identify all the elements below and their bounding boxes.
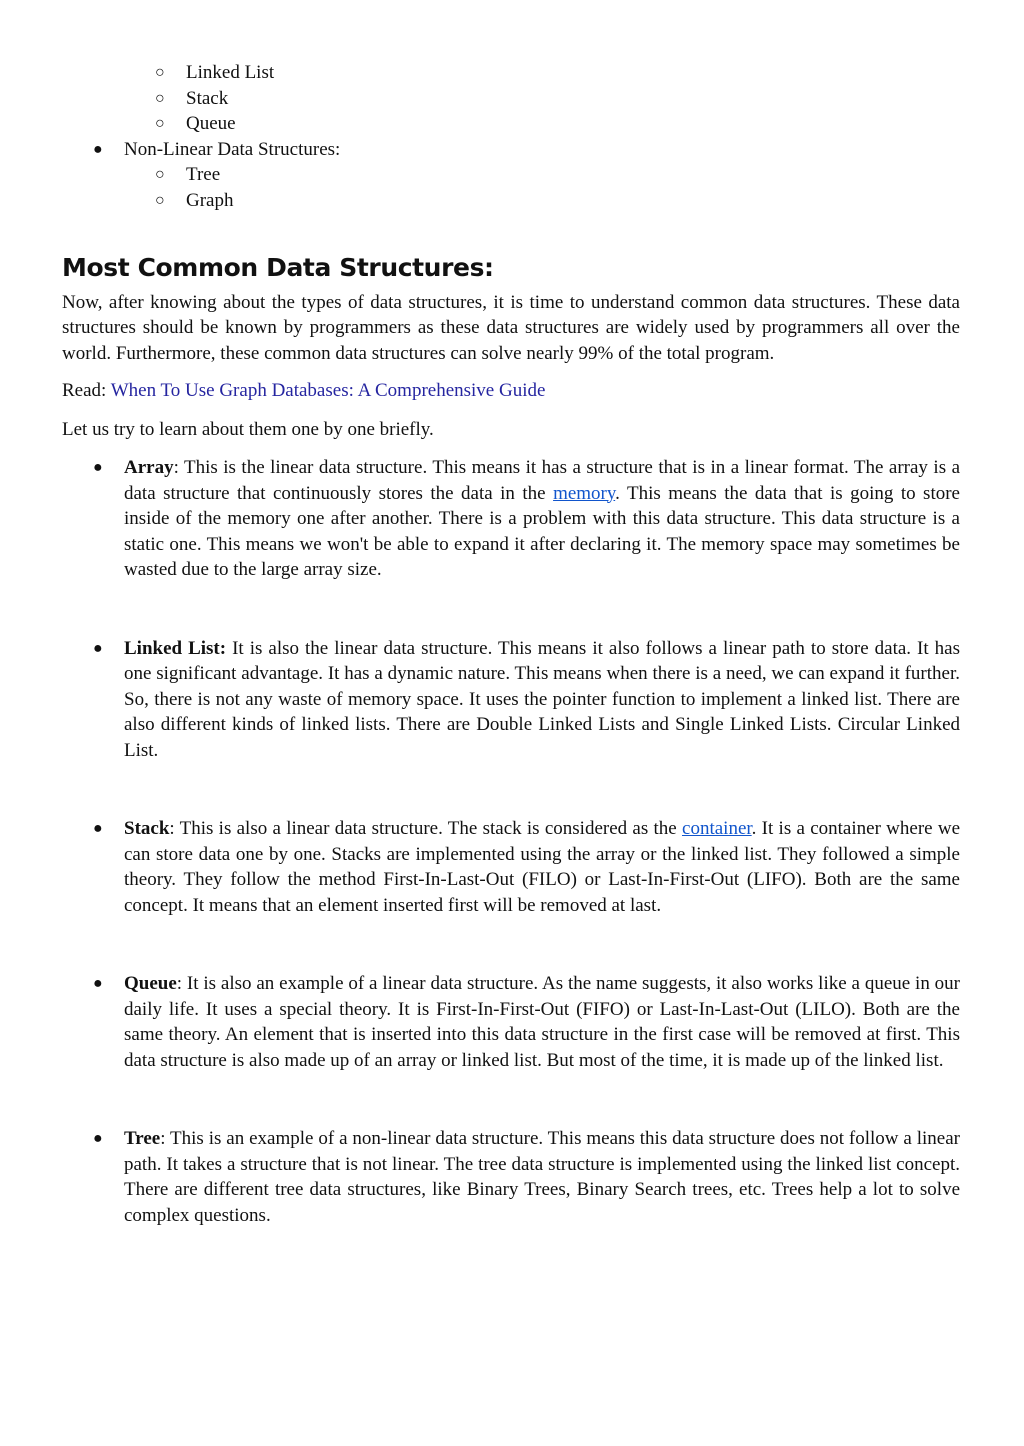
item-text: : This is also a linear data structure. The stack is considered as the xyxy=(169,818,683,840)
item-text: . This means the data that is going to store inside of the memory one after another. There is a problem with this data structure. This data structure is a static one. This means we won't be able to expand it after declaring it. The memory space may sometimes be wasted due to the large array size. xyxy=(124,482,960,581)
list-item xyxy=(62,60,960,86)
document-page xyxy=(62,60,960,1228)
container-link[interactable]: container xyxy=(682,818,752,840)
list-item-tree xyxy=(62,1126,960,1228)
hollow-bullet-icon: ○ xyxy=(155,115,165,133)
intro-paragraph: Now, after knowing about the types of data structures, it is time to understand common data structures. These data structures should be known by programmers as these data structures are widely used by programmers all over the world. Furthermore, these common data structures can solve nearly 99% of the total program. xyxy=(62,291,960,364)
bullet-icon: ● xyxy=(93,1130,103,1148)
list-item-queue xyxy=(62,971,960,1073)
hollow-bullet-icon: ○ xyxy=(155,64,165,81)
list-item-label: Tree xyxy=(186,164,221,186)
list-item-label: Graph xyxy=(186,189,234,211)
bullet-icon: ● xyxy=(93,140,103,158)
section-heading: Most Common Data Structures: xyxy=(62,252,494,282)
item-term: Stack xyxy=(124,818,170,840)
hollow-bullet-icon: ○ xyxy=(155,89,165,107)
read-more-link[interactable]: When To Use Graph Databases: A Comprehensive Guide xyxy=(110,380,546,402)
item-text: . It is a container where we can store data one by one. Stacks are implemented using the array or the linked list. They followed a simple theory. They follow the method First-In-Last-Out (FILO) or Last-In-First-Out (LIFO). Both are the same concept. It means that an element inserted first will be removed at last. xyxy=(124,818,961,916)
read-more-line xyxy=(62,378,960,404)
data-structures-list xyxy=(62,455,960,1228)
bullet-icon: ● xyxy=(93,459,103,477)
bullet-icon: ● xyxy=(93,820,103,838)
list-item-array xyxy=(62,455,960,583)
item-term: Tree xyxy=(124,1128,161,1150)
data-structure-types-list xyxy=(62,60,960,214)
hollow-bullet-icon: ○ xyxy=(155,166,165,184)
memory-link[interactable]: memory xyxy=(553,482,616,504)
list-item xyxy=(62,111,960,137)
list-item-stack xyxy=(62,816,960,918)
item-term: Linked List: xyxy=(124,637,227,659)
read-prefix: Read: xyxy=(62,380,111,402)
list-item-label: Non-Linear Data Structures: xyxy=(124,138,341,160)
hollow-bullet-icon: ○ xyxy=(155,191,165,209)
list-item xyxy=(62,188,960,214)
item-term: Queue xyxy=(124,973,177,995)
list-item xyxy=(62,162,960,188)
bullet-icon: ● xyxy=(93,975,103,993)
item-text: : It is also an example of a linear data structure. As the name suggests, it also works like a queue in our daily life. It uses a special theory. It is First-In-First-Out (FIFO) or Last-In-Last-Out (LILO). Both are the same theory. An element that is inserted into this data structure in the first case will be removed at first. This data structure is also made up of an array or linked list. But most of the time, it is made up of the linked list. xyxy=(124,973,960,1071)
list-item-label: Linked List xyxy=(186,62,275,83)
list-item xyxy=(62,137,960,163)
list-item-linked-list xyxy=(62,636,960,764)
item-text: : This is the linear data structure. This means it has a structure that is in a linear format. The array is a data structure that continuously stores the data in the xyxy=(124,457,960,504)
transition-paragraph: Let us try to learn about them one by one briefly. xyxy=(62,418,434,440)
list-item xyxy=(62,86,960,112)
item-text: It is also the linear data structure. This means it also follows a linear path to store data. It has one significant advantage. It has a dynamic nature. This means when there is a need, we can expand it further. So, there is not any waste of memory space. It uses the pointer function to implement a linked list. There are also different kinds of linked lists. There are Double Linked Lists and Single Linked Lists. Circular Linked List. xyxy=(124,637,960,761)
list-item-label: Stack xyxy=(186,87,229,109)
list-item-label: Queue xyxy=(186,113,236,135)
item-text: : This is an example of a non-linear data structure. This means this data structure does not follow a linear path. It takes a structure that is not linear. The tree data structure is implemented using the linked list concept. There are different tree data structures, like Binary Trees, Binary Search trees, etc. Trees help a lot to solve complex questions. xyxy=(124,1128,960,1226)
bullet-icon: ● xyxy=(93,639,103,657)
item-term: Array xyxy=(124,457,174,479)
